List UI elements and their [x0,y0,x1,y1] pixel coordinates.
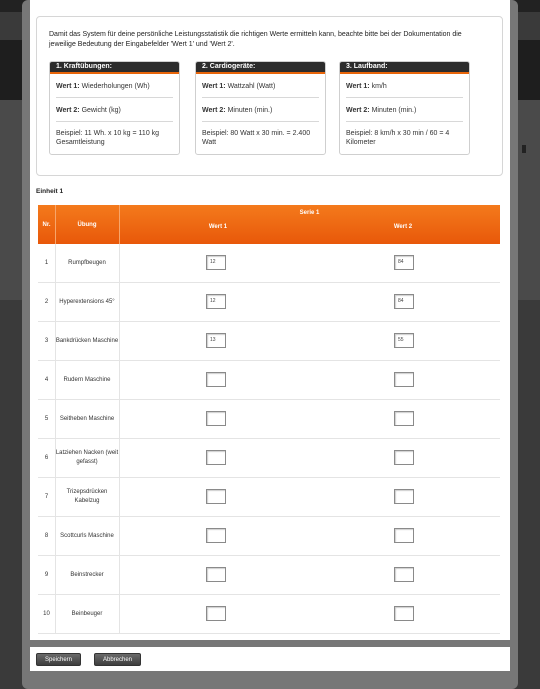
card-wert1 [202,74,319,98]
card-title: 2. Cardiogeräte: [196,62,325,74]
wert2-input[interactable] [394,372,414,387]
row-number: 9 [38,556,56,594]
wert-label: Wert 2: [56,107,80,114]
exercise-name: Bankdrücken Maschine [55,322,120,360]
wert1-input[interactable] [206,411,226,426]
intro-text: Damit das System für deine persönliche Leistungsstatistik die richtigen Werte ermitteln kann, beachte bitte bei der Dokumentation die jeweilige Bedeutung der Eingabefelder 'Wert 1' und 'Wert 2'. [49,31,462,48]
exercise-name: Latziehen Nacken (weit gefasst) [55,439,120,477]
wert1-input[interactable] [206,567,226,582]
table-row [38,556,500,595]
wert2-input[interactable] [394,489,414,504]
header-exercise: Übung [55,205,120,244]
unit-label: Einheit 1 [36,188,64,195]
card-cardio [195,61,326,155]
wert-label: Wert 1: [202,83,226,90]
table-row [38,478,500,517]
exercise-name: Rudern Maschine [55,361,120,399]
row-number: 4 [38,361,56,399]
wert2-input[interactable] [394,528,414,543]
card-example: Beispiel: 8 km/h x 30 min / 60 = 4 Kilometer [346,130,450,146]
wert2-input[interactable] [394,606,414,621]
exercise-name: Beinbeuger [55,595,120,633]
card-wert2 [202,98,319,122]
header-wert2: Wert 2 [393,224,413,230]
wert-text: Minuten (min.) [371,107,417,114]
wert-text: Gewicht (kg) [81,107,121,114]
table-header [38,205,500,244]
table-row [38,400,500,439]
background-mark [522,145,526,153]
card-wert1 [346,74,463,98]
exercise-name: Scottcurls Maschine [55,517,120,555]
wert-text: Wattzahl (Watt) [227,83,276,90]
wert2-input[interactable] [394,450,414,465]
exercise-name: Beinstrecker [55,556,120,594]
wert1-input[interactable] [206,255,226,270]
wert1-input[interactable] [206,294,226,309]
scroll-area[interactable] [30,0,510,640]
row-number: 1 [38,244,56,282]
info-box [36,16,503,176]
save-button[interactable]: Speichern [36,653,81,666]
wert1-input[interactable] [206,333,226,348]
row-number: 8 [38,517,56,555]
exercise-name: Trizepsdrücken Kabelzug [55,478,120,516]
wert-text: Wiederholungen (Wh) [81,83,150,90]
wert1-input[interactable] [206,450,226,465]
header-nr: Nr. [38,205,56,244]
wert-text: Minuten (min.) [227,107,273,114]
header-wert1: Wert 1 [208,224,228,230]
table-row [38,322,500,361]
wert-label: Wert 1: [56,83,80,90]
card-example: Beispiel: 11 Wh. x 10 kg = 110 kg Gesamtleistung [56,130,160,146]
wert-label: Wert 2: [346,107,370,114]
modal-content [30,0,510,640]
card-wert1 [56,74,173,98]
wert2-input[interactable] [394,567,414,582]
wert2-input[interactable] [394,333,414,348]
exercise-name: Rumpfbeugen [55,244,120,282]
card-wert2 [56,98,173,122]
row-number: 2 [38,283,56,321]
wert1-input[interactable] [206,528,226,543]
row-number: 6 [38,439,56,477]
exercise-name: Hyperextensions 45° [55,283,120,321]
wert1-input[interactable] [206,372,226,387]
table-row [38,244,500,283]
card-strength [49,61,180,155]
table-row [38,283,500,322]
card-wert2 [346,98,463,122]
table-row [38,517,500,556]
wert2-input[interactable] [394,255,414,270]
exercise-name: Seitheben Maschine [55,400,120,438]
exercise-table [38,205,500,634]
card-title: 1. Kraftübungen: [50,62,179,74]
wert-text: km/h [371,83,387,90]
wert1-input[interactable] [206,489,226,504]
cancel-button[interactable]: Abbrechen [94,653,141,666]
wert2-input[interactable] [394,294,414,309]
card-treadmill [339,61,470,155]
table-row [38,439,500,478]
table-row [38,595,500,634]
row-number: 5 [38,400,56,438]
wert1-input[interactable] [206,606,226,621]
wert-label: Wert 2: [202,107,226,114]
wert2-input[interactable] [394,411,414,426]
modal-footer [30,647,510,671]
header-serie: Serie 1 [299,210,320,216]
row-number: 3 [38,322,56,360]
table-body [38,244,500,634]
modal-dialog [22,0,518,689]
wert-label: Wert 1: [346,83,370,90]
card-title: 3. Laufband: [340,62,469,74]
row-number: 10 [38,595,56,633]
table-row [38,361,500,400]
card-example: Beispiel: 80 Watt x 30 min. = 2.400 Watt [202,130,311,146]
row-number: 7 [38,478,56,516]
